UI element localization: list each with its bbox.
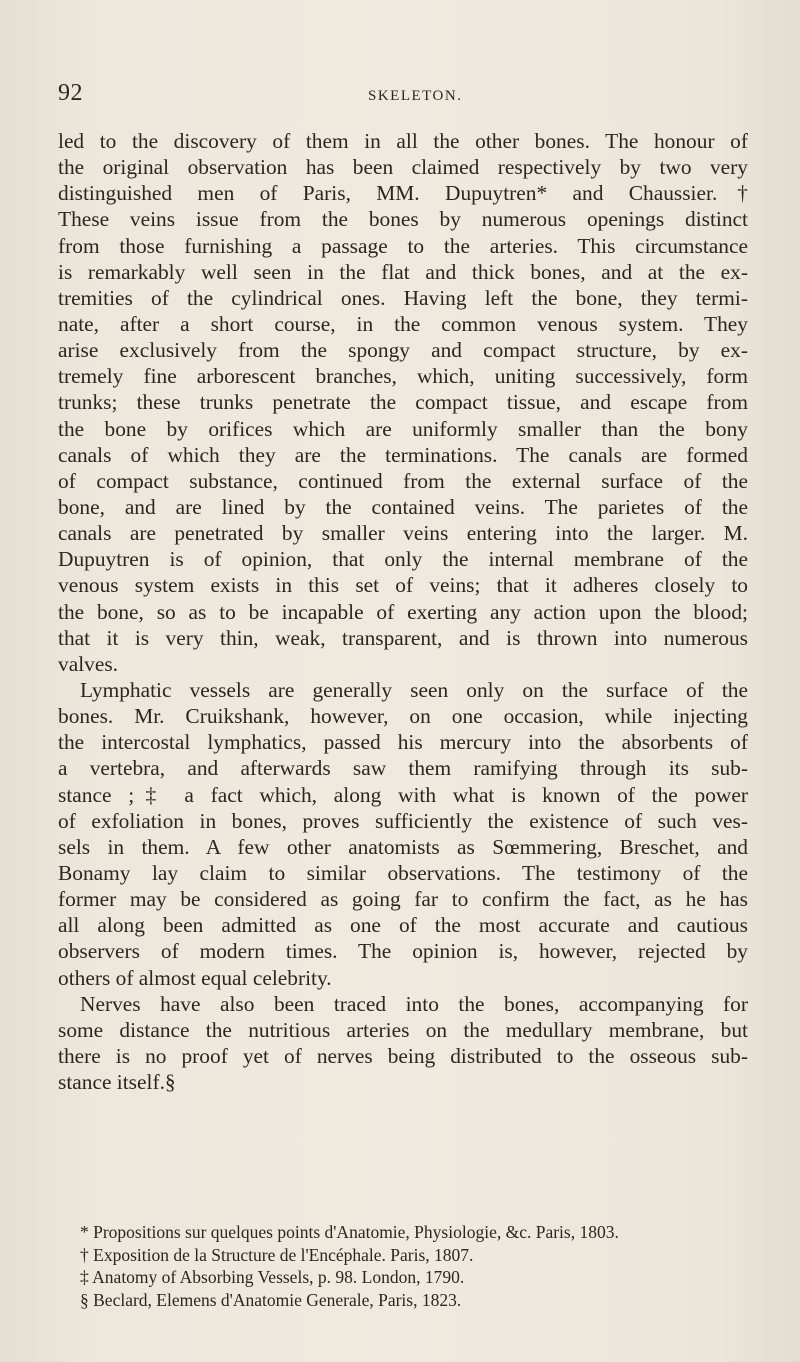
text-line: stance itself.§ — [58, 1070, 176, 1095]
footnote: † Exposition de la Structure de l'Encéphale. Paris, 1807. — [80, 1244, 474, 1265]
text-line: a vertebra, and afterwards saw them ramifying through its sub- — [58, 756, 748, 781]
text-line: is remarkably well seen in the flat and thick bones, and at the ex- — [58, 259, 748, 284]
text-line: Nerves have also been traced into the bones, accompanying for — [80, 991, 748, 1016]
body-text — [58, 128, 748, 1095]
text-line: nate, after a short course, in the common venous system. They — [58, 311, 748, 336]
text-line: all along been admitted as one of the most accurate and cautious — [58, 913, 748, 938]
page-number: 92 — [58, 80, 83, 106]
text-line: observers of modern times. The opinion is, however, rejected by — [58, 939, 748, 964]
text-line: from those furnishing a passage to the arteries. This circumstance — [58, 233, 748, 258]
text-line: the original observation has been claimed respectively by two very — [58, 155, 748, 180]
text-line: venous system exists in this set of veins; that it adheres closely to — [58, 573, 748, 598]
footnote: § Beclard, Elemens d'Anatomie Generale, Paris, 1823. — [80, 1289, 462, 1310]
running-title: SKELETON. — [368, 88, 463, 104]
text-line: These veins issue from the bones by numerous openings distinct — [58, 207, 748, 232]
text-line: of exfoliation in bones, proves sufficiently the existence of such ves- — [58, 808, 748, 833]
text-line: that it is very thin, weak, transparent, and is thrown into numerous — [58, 625, 748, 650]
text-line: there is no proof yet of nerves being distributed to the osseous sub- — [58, 1043, 748, 1068]
text-line: valves. — [58, 651, 118, 676]
text-line: of compact substance, continued from the external surface of the — [58, 468, 748, 493]
text-line: canals are penetrated by smaller veins entering into the larger. M. — [58, 521, 748, 546]
text-line: the bone, so as to be incapable of exerting any action upon the blood; — [58, 599, 748, 624]
text-line: trunks; these trunks penetrate the compact tissue, and escape from — [58, 390, 748, 415]
footnote: ‡ Anatomy of Absorbing Vessels, p. 98. London, 1790. — [80, 1267, 465, 1288]
text-line: canals of which they are the terminations. The canals are formed — [58, 442, 748, 467]
text-line: Dupuytren is of opinion, that only the internal membrane of the — [58, 547, 748, 572]
text-line: former may be considered as going far to confirm the fact, as he has — [58, 887, 748, 912]
page-header — [58, 80, 748, 110]
text-line: the intercostal lymphatics, passed his mercury into the absorbents of — [58, 730, 748, 755]
text-line: sels in them. A few other anatomists as Sœmmering, Breschet, and — [58, 834, 748, 859]
text-line: some distance the nutritious arteries on the medullary membrane, but — [58, 1017, 748, 1042]
text-line: tremely fine arborescent branches, which, uniting successively, form — [58, 364, 748, 389]
text-line: arise exclusively from the spongy and compact structure, by ex- — [58, 338, 748, 363]
text-line: stance ;‡ a fact which, along with what is known of the power — [58, 782, 748, 807]
text-line: Bonamy lay claim to similar observations. The testimony of the — [58, 860, 748, 885]
text-line: bone, and are lined by the contained veins. The parietes of the — [58, 494, 748, 519]
footnotes — [58, 1221, 758, 1311]
text-line: led to the discovery of them in all the other bones. The honour of — [58, 129, 748, 153]
text-line: bones. Mr. Cruikshank, however, on one occasion, while injecting — [58, 704, 748, 729]
text-line: Lymphatic vessels are generally seen only on the surface of the — [80, 677, 748, 702]
text-line: tremities of the cylindrical ones. Having left the bone, they termi- — [58, 285, 748, 310]
footnote: * Propositions sur quelques points d'Anatomie, Physiologie, &c. Paris, 1803. — [80, 1222, 619, 1242]
text-line: others of almost equal celebrity. — [58, 965, 332, 990]
text-line: distinguished men of Paris, MM. Dupuytren* and Chaussier.† — [58, 181, 748, 206]
text-line: the bone by orifices which are uniformly smaller than the bony — [58, 416, 748, 441]
